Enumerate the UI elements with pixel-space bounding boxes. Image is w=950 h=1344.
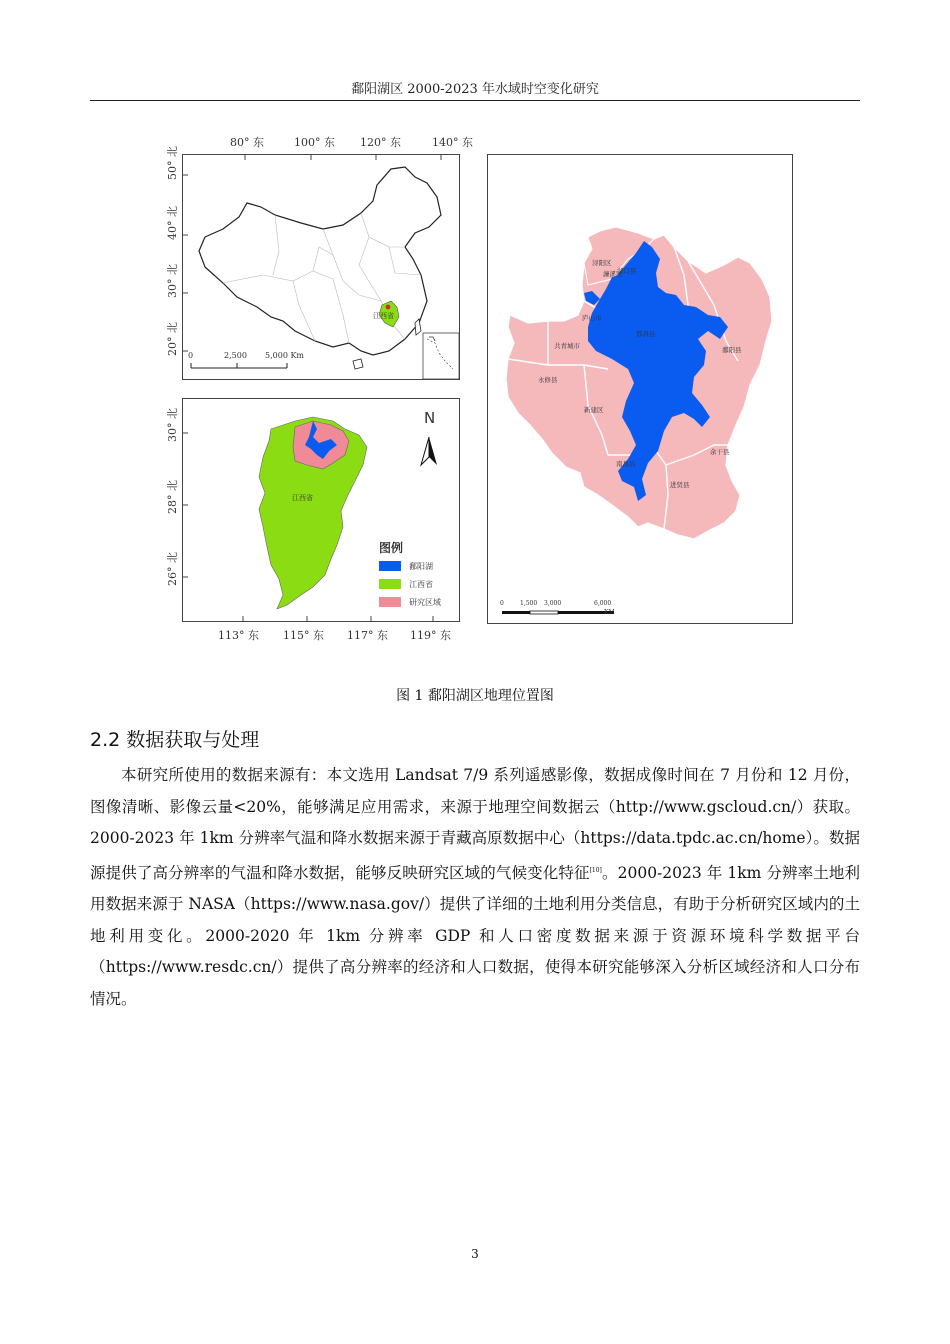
jx-bottom-tick-113: 113° 东 [218, 629, 259, 642]
citation-ref: [10] [589, 866, 602, 874]
china-top-tick-80: 80° 东 [230, 136, 264, 149]
legend-jiangxi: 江西省 [409, 580, 433, 589]
china-top-tick-100: 100° 东 [294, 136, 335, 149]
county-xunyang: 浔阳区 [592, 259, 612, 267]
study-scale-6000: 6,000 [594, 600, 612, 607]
county-lushan: 庐山市 [582, 314, 602, 322]
study-map-panel [487, 154, 793, 624]
china-left-tick-40: 40° 北 [166, 206, 179, 240]
legend-study: 研究区域 [409, 598, 441, 607]
china-left-tick-30: 30° 北 [166, 264, 179, 298]
paragraph-part-2: 。2000-2023 年 1km 分辨率土地利用数据来源于 NASA（https://www.nasa.gov/）提供了详细的土地利用分类信息，有助于分析研究区域内的土地利用变化。2000-2020 年 1km 分辨率 GDP 和人口密度数据来源于资源环境科学数据平台（https://www.resdc.cn/）提供了高分辨率的经济和人口数据，使得本研究能够深入分析区域经济和人口分布情况。 [90, 863, 860, 1008]
jx-bottom-tick-117: 117° 东 [347, 629, 388, 642]
county-duchang: 都昌县 [636, 330, 656, 338]
china-map-panel [182, 154, 460, 380]
county-xinjian: 新建区 [584, 406, 604, 414]
county-hukou: 湖口县 [617, 267, 637, 275]
jx-bottom-tick-115: 115° 东 [283, 629, 324, 642]
jx-left-tick-28: 28° 北 [166, 480, 179, 514]
header-rule [90, 100, 860, 101]
county-gongqingcheng: 共青城市 [554, 342, 580, 350]
section-title: 2.2 数据获取与处理 [90, 729, 260, 751]
jx-bottom-tick-119: 119° 东 [410, 629, 451, 642]
study-scale-0: 0 [500, 600, 504, 607]
county-nanchang: 南昌县 [616, 460, 636, 468]
body-paragraph [90, 760, 860, 1015]
county-lianxi: 濂溪区 [603, 270, 623, 278]
china-scale-bar [191, 363, 287, 368]
study-scale-3000: 3,000 [544, 600, 562, 607]
china-jiangxi-label: 江西省 [373, 312, 394, 320]
figure-caption: 图 1 鄱阳湖区地理位置图 [396, 688, 554, 704]
county-jinxian: 进贤县 [670, 481, 690, 489]
china-top-tick-120: 120° 东 [360, 136, 401, 149]
study-scale-1500: 1,500 [520, 600, 538, 607]
china-scale-0: 0 [188, 351, 194, 360]
jiangxi-map-panel [182, 398, 460, 622]
study-scale-unit: KM [604, 609, 615, 616]
poyang-marker [386, 305, 391, 310]
china-left-tick-50: 50° 北 [166, 146, 179, 180]
paragraph-part-1: 本研究所使用的数据来源有：本文选用 Landsat 7/9 系列遥感影像，数据成像时间在 7 月份和 12 月份，图像清晰、影像云量<20%，能够满足应用需求，来源于地理空间数据云（http://www.gscloud.cn/）获取。2000-2023 年 1km 分辨率气温和降水数据来源于青藏高原数据中心（https://data.tpdc.ac.cn/home）。数据源提供了高分辨率的气温和降水数据，能够反映研究区域的气候变化特征 [90, 766, 860, 882]
study-map [488, 155, 792, 623]
china-scale-2500: 2,500 [224, 351, 247, 360]
china-outline [199, 167, 441, 355]
county-yugan: 余干县 [710, 448, 730, 456]
legend-title: 图例 [379, 541, 404, 555]
county-yongxiu: 永修县 [538, 376, 558, 384]
legend-lake: 鄱阳湖 [409, 562, 433, 571]
north-label: N [424, 409, 436, 427]
china-top-tick-140: 140° 东 [432, 136, 473, 149]
page-number: 3 [471, 1247, 479, 1261]
study-scale-bar [502, 611, 614, 614]
jx-province-label: 江西省 [292, 494, 313, 502]
north-arrow [421, 437, 437, 465]
china-map [183, 155, 459, 379]
county-poyang: 鄱阳县 [722, 346, 742, 354]
china-scale-5000: 5,000 Km [265, 351, 305, 360]
china-left-tick-20: 20° 北 [166, 322, 179, 356]
running-header: 鄱阳湖区 2000-2023 年水域时空变化研究 [351, 82, 599, 97]
jx-left-tick-30: 30° 北 [166, 408, 179, 442]
jx-left-tick-26: 26° 北 [166, 552, 179, 586]
